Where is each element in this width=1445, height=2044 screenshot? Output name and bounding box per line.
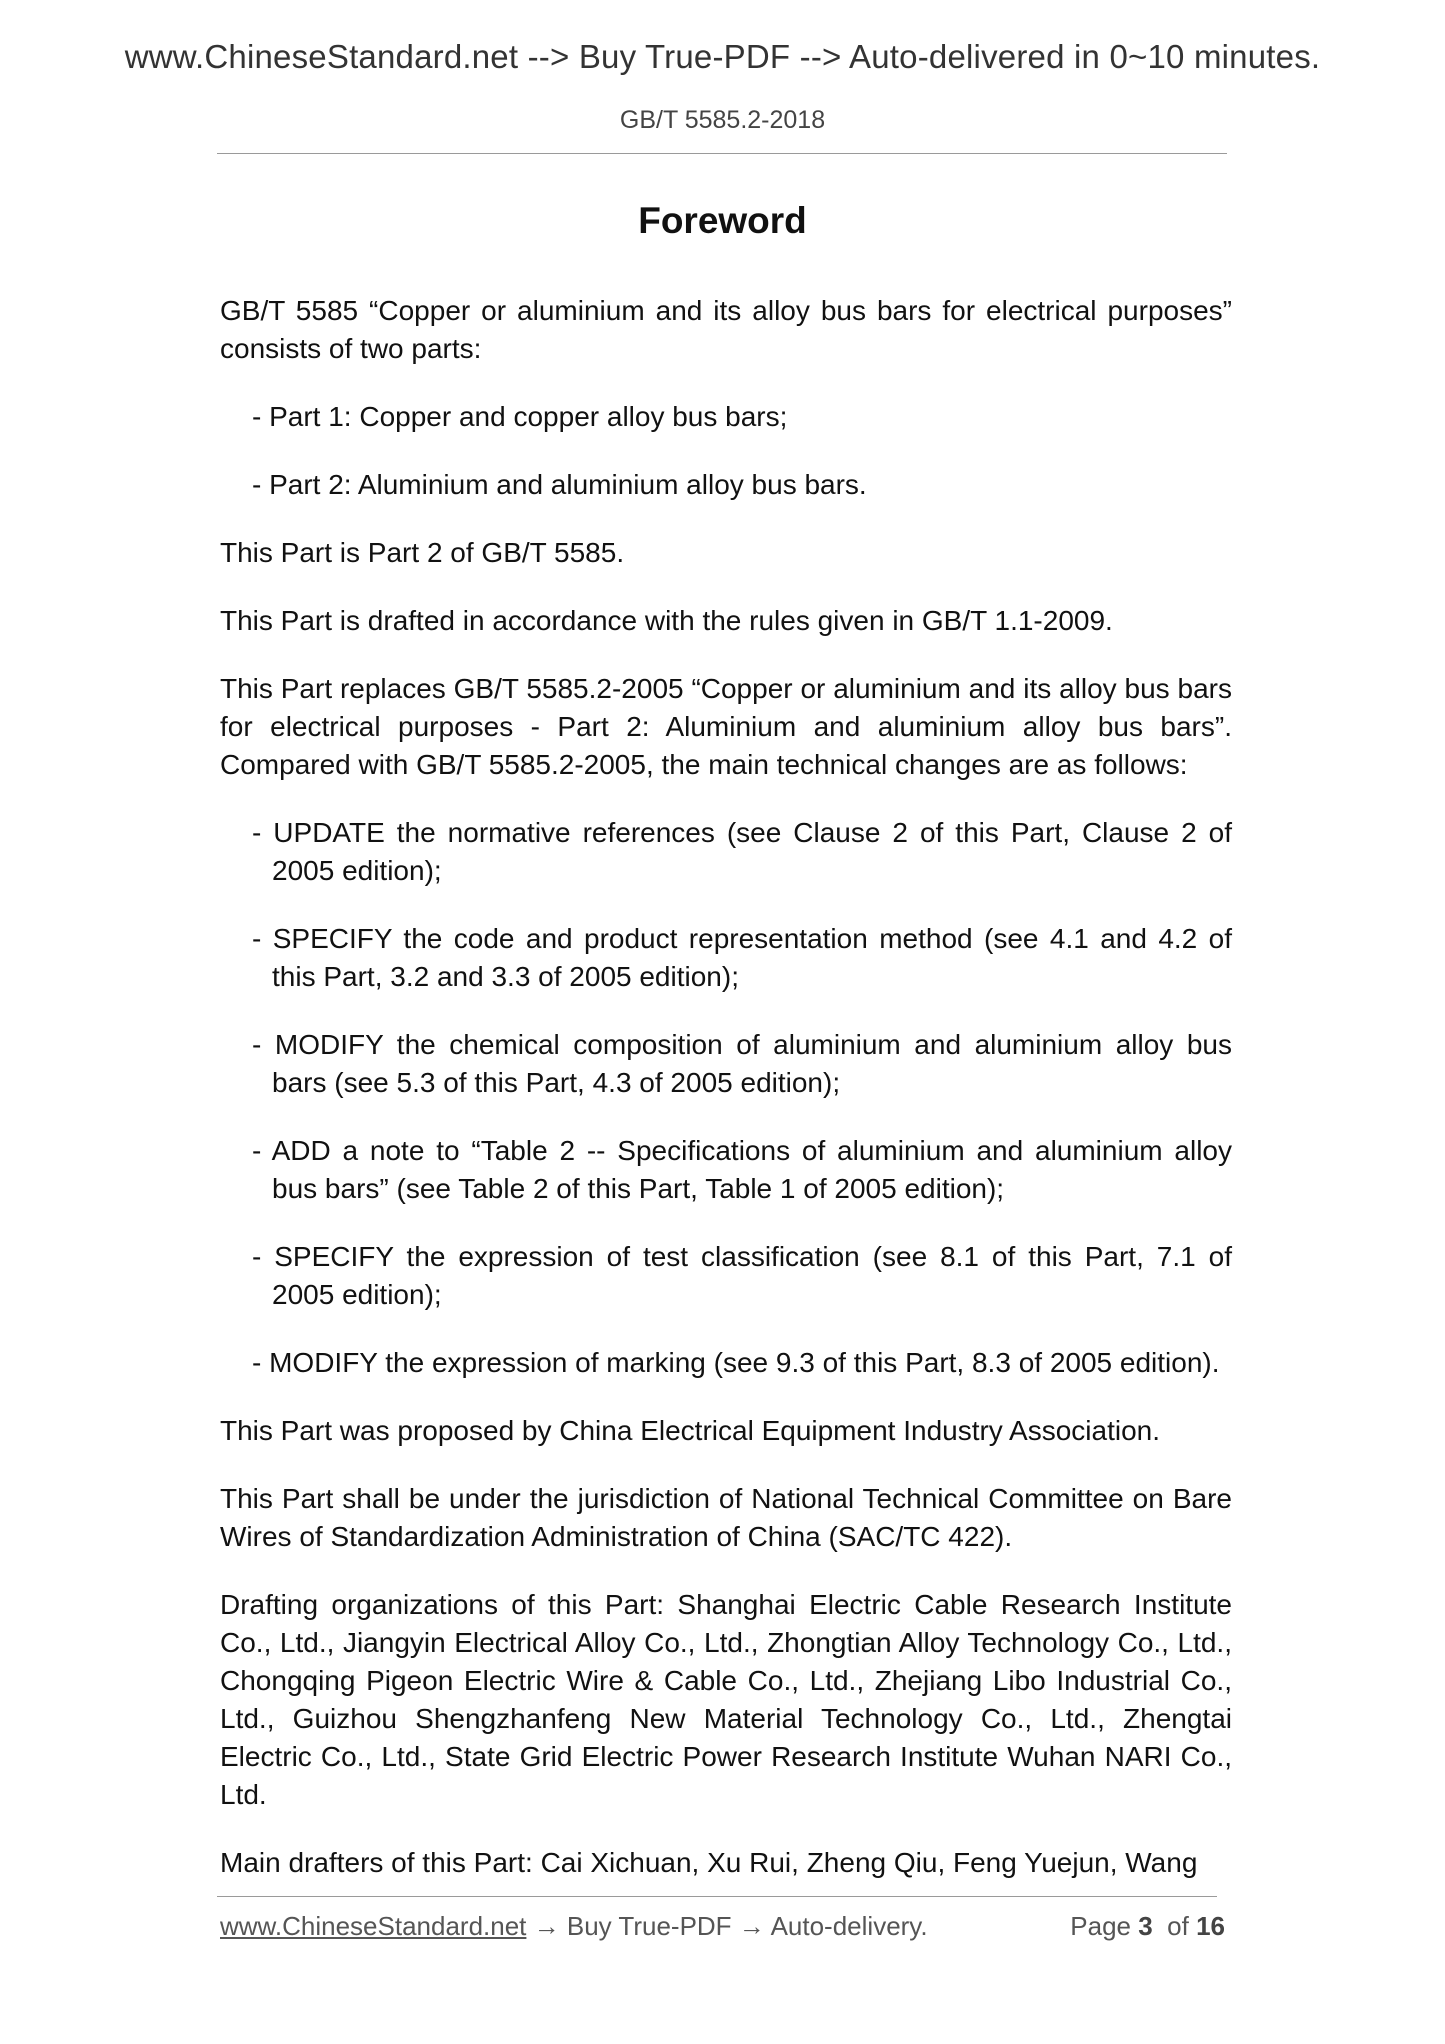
part-statement: This Part is Part 2 of GB/T 5585. — [220, 537, 625, 568]
part-list-item: - Part 1: Copper and copper alloy bus bars; — [252, 401, 788, 432]
site-link[interactable]: www.ChineseStandard.net — [220, 1911, 527, 1941]
change-list-item: - SPECIFY the expression of test classification (see 8.1 of this Part, 7.1 of 2005 edition); — [252, 1241, 1232, 1310]
replacement-paragraph: This Part replaces GB/T 5585.2-2005 “Copper or aluminium and its alloy bus bars for electrical purposes - Part 2: Aluminium and aluminium alloy bus bars”. Compared with GB/T 5585.2-2005, the main technical changes are as follows: — [220, 673, 1232, 780]
of-label: of — [1167, 1911, 1189, 1941]
drafting-organizations-paragraph: Drafting organizations of this Part: Shanghai Electric Cable Research Institute Co., Ltd., Jiangyin Electrical Alloy Co., Ltd., Zhongtian Alloy Technology Co., Ltd., Chongqing Pigeon Electric Wire & Cable Co., Ltd., Zhejiang Libo Industrial Co., Ltd., Guizhou Shengzhanfeng New Material Technology Co., Ltd., Zhengtai Electric Co., Ltd., State Grid Electric Power Research Institute Wuhan NARI Co., Ltd. — [220, 1589, 1232, 1810]
change-list-item: - SPECIFY the code and product representation method (see 4.1 and 4.2 of this Part, 3.2 and 3.3 of 2005 edition); — [252, 923, 1232, 992]
page-title: Foreword — [638, 200, 807, 241]
page-indicator — [1070, 1911, 1225, 1942]
jurisdiction-paragraph: This Part shall be under the jurisdiction of National Technical Committee on Bare Wires of Standardization Administration of China (SAC/TC 422). — [220, 1483, 1232, 1552]
footer-divider — [217, 1896, 1217, 1897]
change-list-item: - MODIFY the chemical composition of aluminium and aluminium alloy bus bars (see 5.3 of this Part, 4.3 of 2005 edition); — [252, 1029, 1232, 1098]
change-list-item: - UPDATE the normative references (see Clause 2 of this Part, Clause 2 of 2005 edition); — [252, 817, 1232, 886]
header-divider — [217, 153, 1227, 154]
intro-paragraph: GB/T 5585 “Copper or aluminium and its alloy bus bars for electrical purposes” consists of two parts: — [220, 295, 1232, 364]
page-label: Page — [1070, 1911, 1131, 1941]
document-body — [220, 292, 1232, 1912]
main-drafters-paragraph: Main drafters of this Part: Cai Xichuan, Xu Rui, Zheng Qiu, Feng Yuejun, Wang — [220, 1847, 1198, 1878]
footer-promo — [220, 1911, 928, 1942]
drafting-rules-paragraph: This Part is drafted in accordance with the rules given in GB/T 1.1-2009. — [220, 605, 1113, 636]
current-page-number: 3 — [1138, 1911, 1153, 1941]
change-list-item: - ADD a note to “Table 2 -- Specifications of aluminium and aluminium alloy bus bars” (see Table 2 of this Part, Table 1 of 2005 edition); — [252, 1135, 1232, 1204]
part-list-item: - Part 2: Aluminium and aluminium alloy bus bars. — [252, 469, 867, 500]
footer-promo-text: → Buy True-PDF → Auto-delivery. — [526, 1911, 928, 1941]
site-banner: www.ChineseStandard.net --> Buy True-PDF --> Auto-delivered in 0~10 minutes. — [124, 38, 1321, 75]
standard-number: GB/T 5585.2-2018 — [619, 106, 826, 134]
change-list-item: - MODIFY the expression of marking (see 9.3 of this Part, 8.3 of 2005 edition). — [252, 1347, 1220, 1378]
total-pages-number: 16 — [1196, 1911, 1225, 1941]
proposer-paragraph: This Part was proposed by China Electrical Equipment Industry Association. — [220, 1415, 1161, 1446]
